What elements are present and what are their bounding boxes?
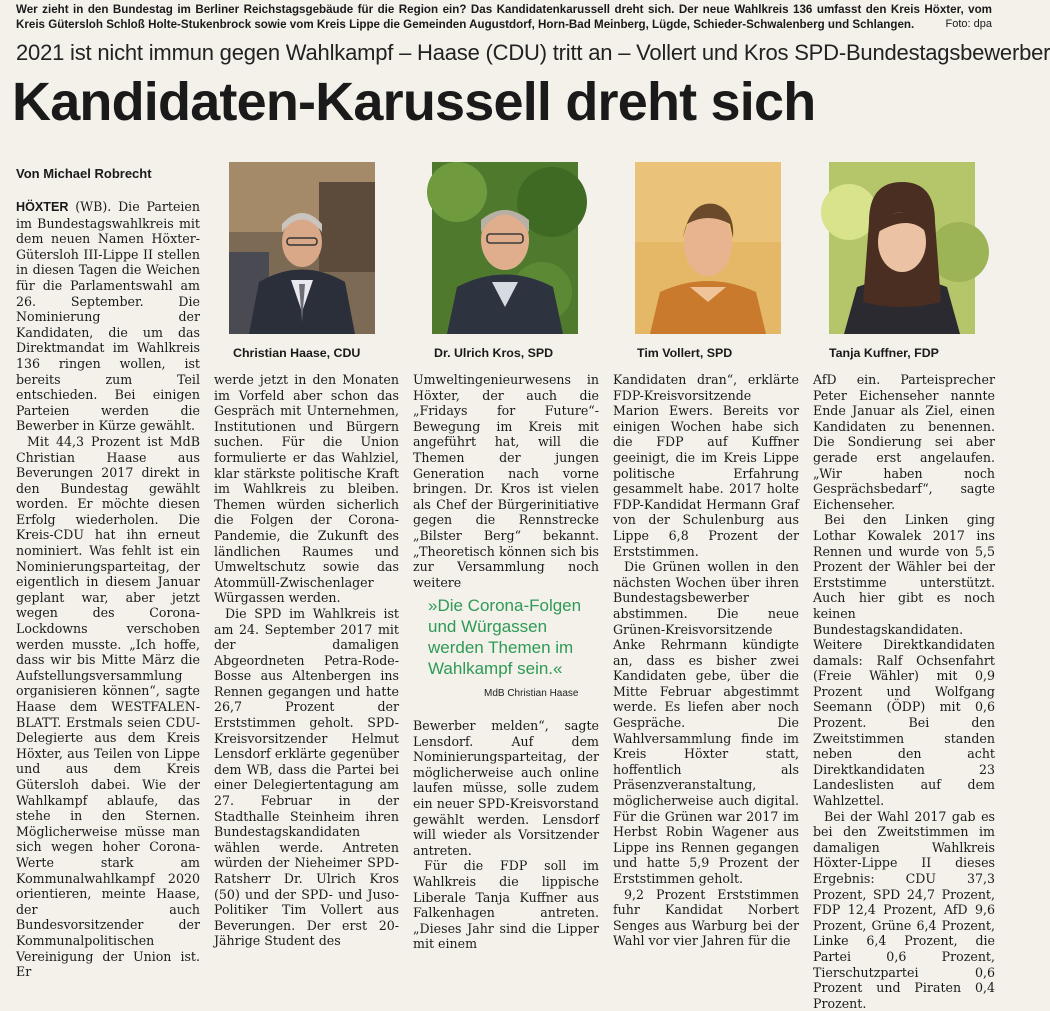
portrait-tanja-kuffner xyxy=(829,162,975,334)
paragraph: Kandidaten dran“, erklärte FDP-Kreisvorsitzende Marion Ewers. Bereits vor einigen Wochen habe sich die FDP auf Kuffner geeinigt, die im Kreis Lippe politische Erfahrung gesammelt habe. 2017 holte FDP-Kandidat Hermann Graf von der Schulenburg aus Lippe 6,8 Prozent der Erststimmen. xyxy=(613,372,799,559)
pull-quote-source: MdB Christian Haase xyxy=(484,688,579,699)
photo-caption xyxy=(16,2,992,32)
paragraph: werde jetzt in den Monaten im Vorfeld aber schon das Gespräch mit Unternehmen, Institutionen und Bürgern suchen. Für die Union formulierte er das Wahlziel, klar stärkste politische Kraft im Wahlkreis zu bleiben. Themen würden sicherlich die Folgen der Corona-Pandemie, die Zukunft des ländlichen Raumes und Umweltschutz sowie das Atommüll-Zwischenlager Würgassen werden. xyxy=(214,372,399,606)
article-column-3-top xyxy=(413,372,599,590)
article-column-2 xyxy=(214,372,399,950)
paragraph: Bewerber melden“, sagte Lensdorf. Auf dem Nominierungsparteitag, der möglicherweise auch online laufen müsse, solle zudem ein neuer SPD-Kreisvorstand gewählt werden. Lensdorf will wieder als Vorsitzender antreten. xyxy=(413,718,599,858)
headline: Kandidaten-Karussell dreht sich xyxy=(12,72,816,132)
caption-text: Wer zieht in den Bundestag im Berliner Reichstagsgebäude für die Region ein? Das Kandidatenkarussell dreht sich. Der neue Wahlkreis 136 umfasst den Kreis Höxter, vom Kreis Gütersloh Schloß Holte-Stukenbrock sowie vom Kreis Lippe die Gemeinden Augustdorf, Horn-Bad Meinberg, Lügde, Schieder-Schwalenberg und Schlangen. xyxy=(16,3,992,31)
portrait-tim-vollert xyxy=(635,162,781,334)
article-column-1 xyxy=(16,199,200,980)
pull-quote: »Die Corona-Folgen und Würgassen werden Themen im Wahlkampf sein.« xyxy=(428,596,582,678)
paragraph: Mit 44,3 Prozent ist MdB Christian Haase aus Beverungen 2017 direkt in den Bundestag gewählt worden. Er möchte diesen Erfolg wiederholen. Die Kreis-CDU hat ihn erneut nominiert. Was fehlt ist ein Nominierungsparteitag, der eigentlich in diesem Januar geplant war, aber jetzt wegen des Corona-Lockdowns verschoben werden musste. „Ich hoffe, dass wir bis Mitte März die Aufstellungsversammlung organisieren können“, sagte Haase dem WESTFALEN-BLATT. Erstmals seien CDU-Delegierte aus dem Kreis Höxter, aus Teilen von Lippe und aus dem Kreis Gütersloh dabei. Wie der Wahlkampf ablaufe, das stehe in den Sternen. Möglicherweise müsse man sich wegen hoher Corona-Werte stark am Kommunalwahlkampf 2020 orientieren, meinte Haase, der auch Bundesvorsitzender der Kommunalpolitischen Vereinigung der Union ist. Er xyxy=(16,433,200,980)
article-column-3-bottom xyxy=(413,718,599,950)
photo-caption-vollert: Tim Vollert, SPD xyxy=(637,346,733,360)
paragraph: Bei den Linken ging Lothar Kowalek 2017 ins Rennen und wurde von 5,5 Prozent der Wähler bei der Erststimme unterstützt. Auch hier gibt es noch keinen Bundestagskandidaten. Weitere Direktkandidaten damals: Ralf Ochsenfahrt (Freie Wähler) mit 0,9 Prozent und Wolfgang Seemann (ÖDP) mit 0,6 Prozent. Bei den Zweitstimmen standen neben den acht Direktkandidaten 23 Landeslisten auf dem Wahlzettel. xyxy=(813,512,995,809)
photo-caption-kuffner: Tanja Kuffner, FDP xyxy=(829,346,939,360)
photo-credit: Foto: dpa xyxy=(945,18,992,30)
paragraph: Für die FDP soll im Wahlkreis die lippische Liberale Tanja Kuffner aus Falkenhagen antreten. „Dieses Jahr sind die Lipper mit einem xyxy=(413,858,599,952)
photo-caption-kros: Dr. Ulrich Kros, SPD xyxy=(434,346,554,360)
paragraph: 9,2 Prozent Erststimmen fuhr Kandidat Norbert Senges aus Warburg bei der Wahl vor vier Jahren für die xyxy=(613,886,799,949)
paragraph: HÖXTER (WB). Die Parteien im Bundestagswahlkreis mit dem neuen Namen Höxter-Gütersloh III-Lippe II stellen in diesen Tagen die Weichen für die Parlamentswahl am 26. September. Die Nominierung der Kandidaten, die um das Direktmandat im Wahlkreis 136 ringen wollen, ist bereits zum Teil entschieden. Bei einigen Parteien werden die Bewerber in Kürze gewählt. xyxy=(16,199,200,434)
dateline: HÖXTER xyxy=(16,200,69,214)
subheadline: 2021 ist nicht immun gegen Wahlkampf – Haase (CDU) tritt an – Vollert und Kros SPD-Bundestagsbewerber xyxy=(16,40,1050,65)
photo-caption-haase: Christian Haase, CDU xyxy=(233,346,361,360)
portrait-christian-haase xyxy=(229,162,375,334)
paragraph: Bei der Wahl 2017 gab es bei den Zweitstimmen im damaligen Wahlkreis Höxter-Lippe II dieses Ergebnis: CDU 37,3 Prozent, SPD 24,7 Prozent, FDP 12,4 Prozent, AfD 9,6 Prozent, Grüne 6,4 Prozent, Linke 6,4 Prozent, die Partei 0,6 Prozent, Tierschutzpartei 0,6 Prozent und Piraten 0,4 Prozent. xyxy=(813,808,995,1011)
portrait-ulrich-kros xyxy=(432,162,578,334)
article-column-5 xyxy=(813,372,995,1011)
paragraph: Umweltingenieurwesens in Höxter, der auch die „Fridays for Future“-Bewegung im Kreis mit angeführt hat, will die Themen der jungen Generation nach vorne bringen. Dr. Kros ist vielen als Chef der Bürgerinitiative gegen die Rennstrecke „Bilster Berg“ bekannt. „Theoretisch können sich bis zur Versammlung noch weitere xyxy=(413,372,599,590)
article-column-4 xyxy=(613,372,799,950)
paragraph: AfD ein. Parteisprecher Peter Eichenseher nannte Ende Januar als Ziel, einen Kandidaten zu benennen. Die Sondierung sei aber gerade erst angelaufen. „Wir haben noch Gesprächsbedarf“, sagte Eichenseher. xyxy=(813,372,995,512)
byline: Von Michael Robrecht xyxy=(16,166,152,181)
paragraph: Die SPD im Wahlkreis ist am 24. September 2017 mit der damaligen Abgeordneten Petra-Rode-Bosse aus Altenbergen ins Rennen gegangen und hatte 26,7 Prozent der Erststimmen geholt. SPD-Kreisvorsitzender Helmut Lensdorf erklärte gegenüber dem WB, dass die Partei bei einer Delegiertentagung am 27. Februar in der Stadthalle Steinheim ihren Bundestagskandidaten wählen werde. Antreten würden der Nieheimer SPD-Ratsherr Dr. Ulrich Kros (50) und der SPD- und Juso-Politiker Tim Vollert aus Beverungen. Der erst 20-Jährige Student des xyxy=(214,605,399,949)
paragraph: Die Grünen wollen in den nächsten Wochen über ihren Bundestagsbewerber abstimmen. Die neue Grünen-Kreisvorsitzende Anke Rehrmann kündigte an, dass es bisher zwei Kandidaten gebe, über die Mitte Februar abgestimmt werde. Es liefen aber noch Gespräche. Die Wahlversammlung finde im Kreis Höxter statt, hoffentlich als Präsenzveranstaltung, möglicherweise auch digital. Für die Grünen war 2017 im Herbst Robin Wagener aus Lippe ins Rennen gegangen und hatte 5,9 Prozent der Erststimmen geholt. xyxy=(613,559,799,886)
